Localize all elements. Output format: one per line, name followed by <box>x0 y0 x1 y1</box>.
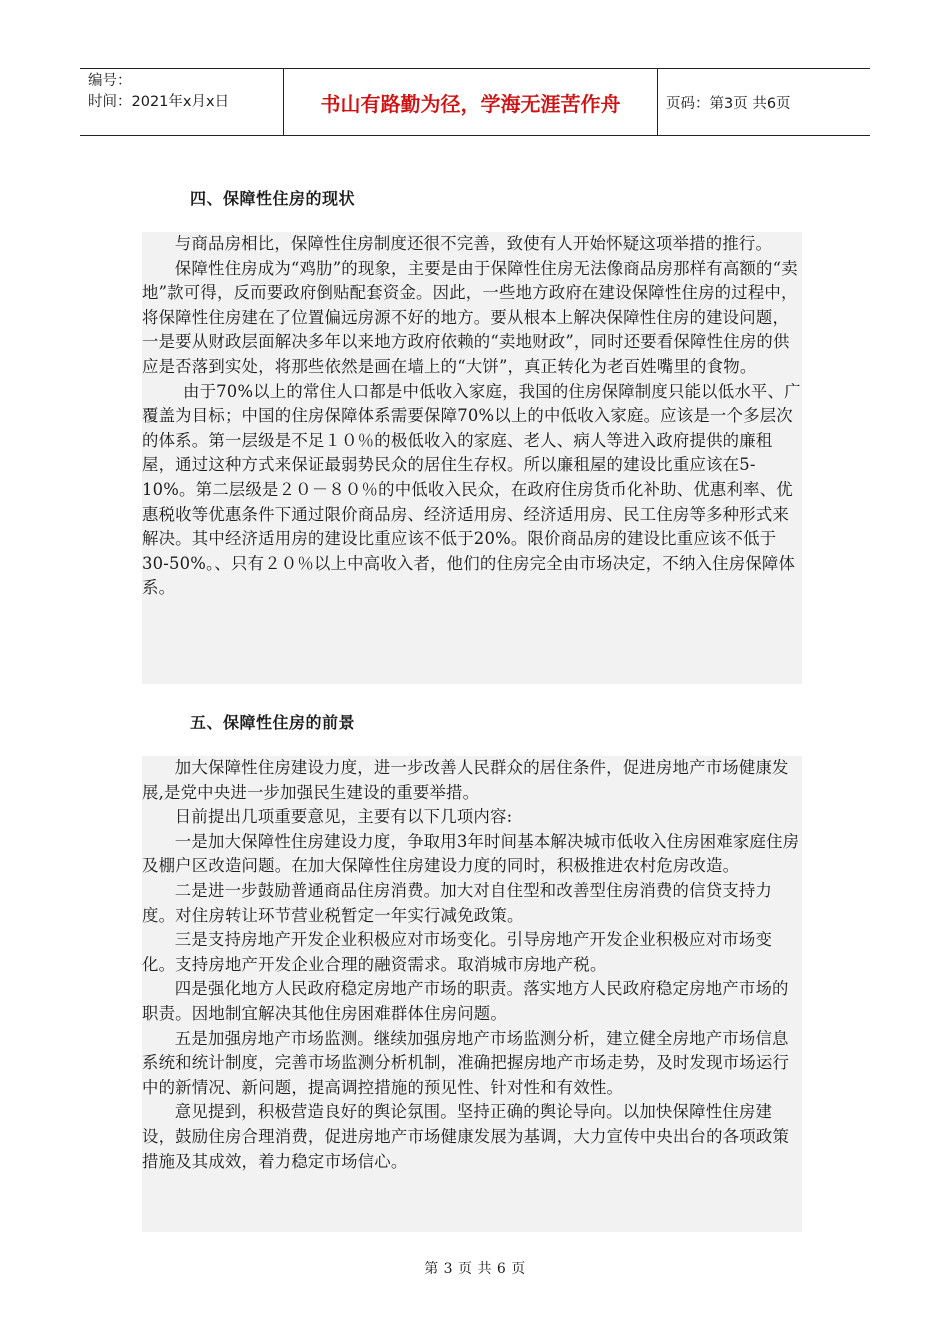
paragraph: 意见提到，积极营造良好的舆论氛围。坚持正确的舆论导向。以加快保障性住房建设，鼓励住房合理消费，促进房地产市场健康发展为基调，大力宣传中央出台的各项政策措施及其成效，着力稳定市场信心。 <box>142 1102 790 1171</box>
paragraph: 五是加强房地产市场监测。继续加强房地产市场监测分析，建立健全房地产市场信息系统和统计制度，完善市场监测分析机制，准确把握房地产市场走势，及时发现市场运行中的新情况、新问题，提高调控措施的预见性、针对性和有效性。 <box>142 1028 790 1097</box>
section-heading-outlook: 五、保障性住房的前景 <box>190 713 356 732</box>
header-page-number: 页码：第3页 共6页 <box>666 95 791 112</box>
paragraph: 一是加大保障性住房建设力度，争取用3年时间基本解决城市低收入住房困难家庭住房及棚户区改造问题。在加大保障性住房建设力度的同时，积极推进农村危房改造。 <box>142 831 800 876</box>
paragraph: 由于70%以上的常住人口都是中低收入家庭，我国的住房保障制度只能以低水平、广覆盖为目标；中国的住房保障体系需要保障70%以上的中低收入家庭。应该是一个多层次的体系。第一层级是不足１０％的极低收入的家庭、老人、病人等进入政府提供的廉租屋，通过这种方式来保证最弱势民众的居住生存权。所以廉租屋的建设比重应该在5-10%。第二层级是２０－８０％的中低收入民众，在政府住房货币化补助、优惠利率、优惠税收等优惠条件下通过限价商品房、经济适用房、经济适用房、民工住房等多种形式来解决。其中经济适用房的建设比重应该不低于20%。限价商品房的建设比重应该不低于30-50%。、只有２０％以上中高收入者，他们的住房完全由市场决定，不纳入住房保障体系。 <box>142 381 801 598</box>
paragraph: 二是进一步鼓励普通商品住房消费。加大对自住型和改善型住房消费的信贷支持力度。对住房转让环节营业税暂定一年实行减免政策。 <box>142 880 773 925</box>
page-footer: 第 3 页 共 6 页 <box>424 1261 526 1277</box>
section-heading-status: 四、保障性住房的现状 <box>190 189 356 208</box>
paragraph: 保障性住房成为“鸡肋”的现象，主要是由于保障性住房无法像商品房那样有高额的“卖地”款可得，反而要政府倒贴配套资金。因此，一些地方政府在建设保障性住房的过程中，将保障性住房建在了位置偏远房源不好的地方。要从根本上解决保障性住房的建设问题，一是要从财政层面解决多年以来地方政府依赖的“卖地财政”，同时还要看保障性住房的供应是否落到实处，将那些依然是画在墙上的“大饼”，真正转化为老百姓嘴里的食物。 <box>142 258 798 376</box>
header-motto: 书山有路勤为径，学海无涯苦作舟 <box>284 69 658 135</box>
paragraph: 四是强化地方人民政府稳定房地产市场的职责。落实地方人民政府稳定房地产市场的职责。因地制宜解决其他住房困难群体住房问题。 <box>142 979 789 1023</box>
paragraph: 与商品房相比，保障性住房制度还很不完善，致使有人开始怀疑这项举措的推行。 <box>174 234 773 253</box>
header-meta <box>80 69 284 135</box>
section-body-status <box>142 232 802 684</box>
paragraph: 日前提出几项重要意见，主要有以下几项内容: <box>174 807 513 827</box>
page-header <box>80 68 870 136</box>
section-body-outlook <box>142 756 802 1232</box>
document-date-label: 时间：2021年x月x日 <box>88 94 230 110</box>
paragraph: 三是支持房地产开发企业积极应对市场变化。引导房地产开发企业积极应对市场变化。支持房地产开发企业合理的融资需求。取消城市房地产税。 <box>142 930 773 974</box>
paragraph: 加大保障性住房建设力度，进一步改善人民群众的居住条件，促进房地产市场健康发展,是党中央进一步加强民生建设的重要举措。 <box>142 758 789 802</box>
document-number-label: 编号： <box>88 73 132 89</box>
